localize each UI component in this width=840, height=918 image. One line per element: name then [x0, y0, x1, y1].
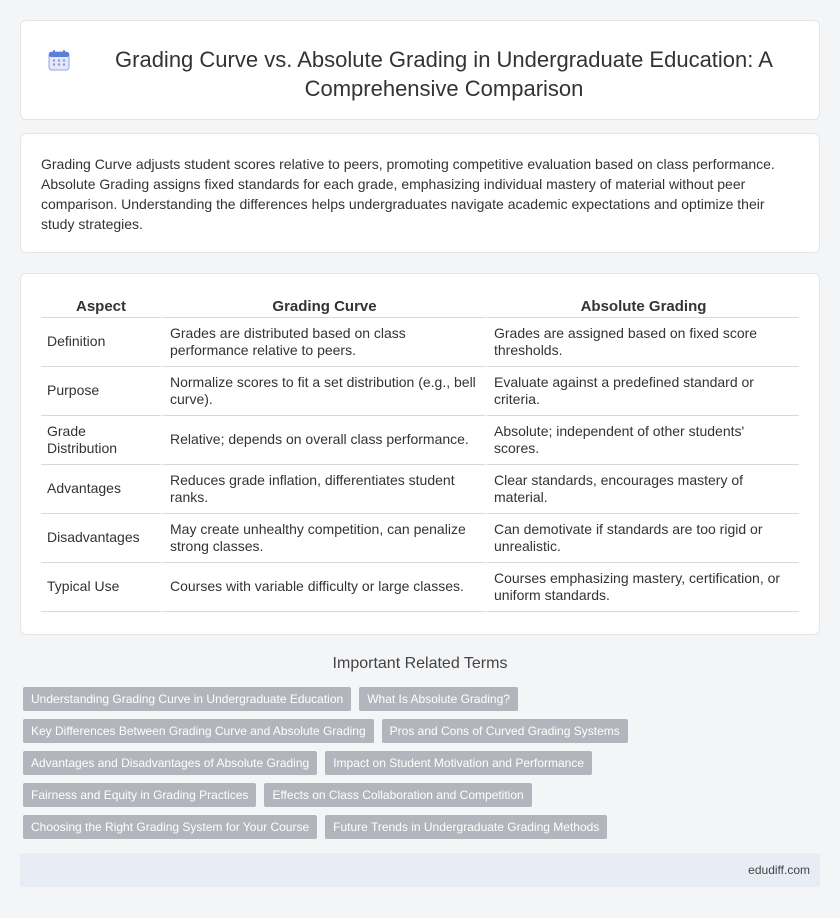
table-row	[41, 465, 799, 514]
table-row	[41, 416, 799, 465]
row-absolute-grading: Can demotivate if standards are too rigid or unrealistic.	[485, 514, 799, 563]
table-row	[41, 563, 799, 612]
row-aspect: Disadvantages	[41, 514, 161, 563]
footer-site-link[interactable]: edudiff.com	[748, 863, 810, 877]
row-absolute-grading: Absolute; independent of other students' scores.	[485, 416, 799, 465]
table-row	[41, 367, 799, 416]
row-grading-curve: Relative; depends on overall class performance.	[161, 416, 485, 465]
row-grading-curve: Courses with variable difficulty or large classes.	[161, 563, 485, 612]
row-absolute-grading: Courses emphasizing mastery, certification, or uniform standards.	[485, 563, 799, 612]
related-term-tag[interactable]: Key Differences Between Grading Curve and Absolute Grading	[23, 719, 374, 743]
related-term-tag[interactable]: Future Trends in Undergraduate Grading Methods	[325, 815, 607, 839]
comparison-table	[41, 296, 799, 612]
row-aspect: Grade Distribution	[41, 416, 161, 465]
row-grading-curve: Normalize scores to fit a set distribution (e.g., bell curve).	[161, 367, 485, 416]
related-term-tag[interactable]: Advantages and Disadvantages of Absolute Grading	[23, 751, 317, 775]
row-aspect: Purpose	[41, 367, 161, 416]
table-row	[41, 514, 799, 563]
comparison-card	[20, 273, 820, 635]
intro-paragraph: Grading Curve adjusts student scores relative to peers, promoting competitive evaluation based on class performance. Absolute Grading assigns fixed standards for each grade, emphasizing individual mastery of material without peer comparison. Understanding the differences helps undergraduates navigate academic expectations and optimize their study strategies.	[41, 156, 775, 232]
header-aspect: Aspect	[41, 296, 161, 318]
related-term-tag[interactable]: Effects on Class Collaboration and Competition	[264, 783, 531, 807]
header-grading-curve: Grading Curve	[161, 296, 485, 318]
related-terms-heading: Important Related Terms	[332, 655, 508, 672]
footer	[20, 853, 820, 887]
related-term-tag[interactable]: Impact on Student Motivation and Performance	[325, 751, 592, 775]
table-header-row	[41, 296, 799, 318]
intro-card	[20, 133, 820, 253]
row-aspect: Typical Use	[41, 563, 161, 612]
related-term-tag[interactable]: Fairness and Equity in Grading Practices	[23, 783, 256, 807]
table-row	[41, 318, 799, 367]
related-terms-list	[23, 687, 823, 847]
related-term-tag[interactable]: Understanding Grading Curve in Undergraduate Education	[23, 687, 351, 711]
row-absolute-grading: Evaluate against a predefined standard or criteria.	[485, 367, 799, 416]
related-term-tag[interactable]: Choosing the Right Grading System for Your Course	[23, 815, 317, 839]
row-grading-curve: Grades are distributed based on class performance relative to peers.	[161, 318, 485, 367]
row-grading-curve: Reduces grade inflation, differentiates student ranks.	[161, 465, 485, 514]
header-absolute-grading: Absolute Grading	[485, 296, 799, 318]
related-term-tag[interactable]: Pros and Cons of Curved Grading Systems	[382, 719, 628, 743]
page-title: Grading Curve vs. Absolute Grading in Undergraduate Education: A Comprehensive Comparison	[115, 47, 773, 101]
row-absolute-grading: Clear standards, encourages mastery of material.	[485, 465, 799, 514]
row-aspect: Advantages	[41, 465, 161, 514]
row-absolute-grading: Grades are assigned based on fixed score thresholds.	[485, 318, 799, 367]
row-grading-curve: May create unhealthy competition, can penalize strong classes.	[161, 514, 485, 563]
row-aspect: Definition	[41, 318, 161, 367]
title-card	[20, 20, 820, 120]
related-term-tag[interactable]: What Is Absolute Grading?	[359, 687, 518, 711]
